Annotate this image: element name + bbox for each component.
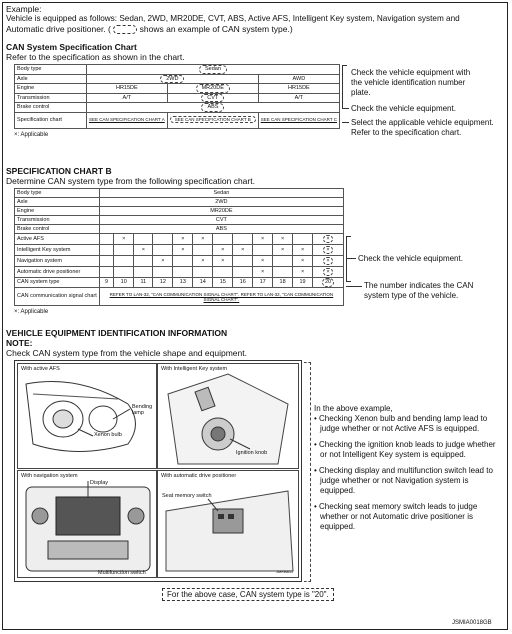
bracket-dashed bbox=[304, 362, 311, 582]
door-panel-illustration bbox=[158, 471, 299, 578]
equipment-cell bbox=[134, 234, 153, 245]
highlight-sedan: Sedan bbox=[199, 65, 227, 74]
can-type-cell: 14 bbox=[193, 278, 213, 288]
conclusion-box bbox=[162, 588, 334, 601]
cell-value: HR15DE bbox=[258, 84, 339, 94]
can-type-cell: 17 bbox=[253, 278, 273, 288]
equipment-cell: × bbox=[233, 245, 253, 256]
ignition-knob-illustration bbox=[158, 364, 299, 469]
row-label: Body type bbox=[15, 65, 87, 75]
side-bullet-3b: judge whether or not Navigation system is bbox=[320, 476, 469, 485]
note-check-vin-3: plate. bbox=[351, 88, 371, 97]
equipment-cell: × bbox=[114, 234, 134, 245]
spec-chart-a: SEE CAN SPECIFICATION CHART A bbox=[88, 116, 165, 122]
can-type-cell: 11 bbox=[134, 278, 153, 288]
spec-chart-c: SEE CAN SPECIFICATION CHART C bbox=[260, 116, 337, 122]
equipment-cell bbox=[99, 256, 113, 267]
side-bullet-1a-text: Checking Xenon bulb and bending lamp lead to bbox=[319, 414, 488, 423]
bending-lamp-label: Bending lamp bbox=[132, 404, 153, 416]
cell-value: Sedan bbox=[99, 189, 343, 198]
equipment-cell bbox=[213, 234, 233, 245]
figure-code: JSMIA0018GB bbox=[452, 620, 492, 626]
note-label: NOTE: bbox=[6, 338, 33, 348]
highlight-mark: × bbox=[323, 235, 332, 244]
can-type-cell: 19 bbox=[293, 278, 313, 288]
leader-line bbox=[342, 108, 349, 109]
equipment-cell bbox=[233, 234, 253, 245]
highlight-abs: ABS bbox=[201, 103, 224, 112]
note-select-2: Refer to the specification chart. bbox=[351, 128, 462, 137]
ikey-title: With Intelligent Key system bbox=[161, 366, 228, 372]
example-oval-icon bbox=[113, 25, 137, 34]
highlight-type-20: 20 bbox=[322, 278, 334, 287]
equipment-cell bbox=[99, 267, 113, 278]
cell-value: ABS bbox=[99, 225, 343, 234]
equipment-cell: × bbox=[273, 234, 293, 245]
chart-b-title: SPECIFICATION CHART B bbox=[6, 166, 112, 176]
equipment-cell: × bbox=[134, 245, 153, 256]
equipment-cell bbox=[313, 256, 344, 267]
display-label: Display bbox=[90, 480, 109, 486]
equipment-cell: × bbox=[193, 256, 213, 267]
highlight-mark: × bbox=[323, 257, 332, 266]
highlight-mark: × bbox=[323, 246, 332, 255]
equipment-cell bbox=[253, 245, 273, 256]
equipment-cell: × bbox=[253, 267, 273, 278]
can-type-cell: 9 bbox=[99, 278, 113, 288]
side-bullet-3a-text: Checking display and multifunction switch lead to bbox=[319, 466, 493, 475]
highlight-mark: × bbox=[323, 268, 332, 277]
equipment-cell: × bbox=[173, 245, 193, 256]
can-type-cell: 12 bbox=[153, 278, 173, 288]
nav-title: With navigation system bbox=[21, 473, 78, 479]
equipment-cell: × bbox=[253, 256, 273, 267]
equipment-cell bbox=[114, 256, 134, 267]
seat-memory-label: Seat memory switch bbox=[162, 493, 212, 499]
side-intro: In the above example, bbox=[314, 404, 393, 413]
cell-value: HR15DE bbox=[86, 84, 167, 94]
equipment-cell bbox=[114, 267, 134, 278]
can-spec-footnote: ×: Applicable bbox=[14, 132, 49, 138]
panel-active-afs bbox=[17, 363, 157, 469]
afs-title: With active AFS bbox=[21, 366, 60, 372]
intro-line-1: Vehicle is equipped as follows: Sedan, 2WD, MR20DE, CVT, ABS, Active AFS, Intelligent Key system, Navigation system and bbox=[6, 14, 460, 23]
equipment-cell: × bbox=[293, 256, 313, 267]
cell-value: AWD bbox=[258, 74, 339, 84]
bracket bbox=[342, 65, 347, 109]
highlight-2wd: 2WD bbox=[160, 75, 184, 84]
chart-b-subtitle: Determine CAN system type from the following specification chart. bbox=[6, 176, 255, 186]
equipment-cell bbox=[233, 256, 253, 267]
row-label: Active AFS bbox=[15, 234, 100, 245]
note-check-equipment-b: Check the vehicle equipment. bbox=[358, 254, 463, 263]
row-label: Brake control bbox=[15, 225, 100, 234]
chart-b-table bbox=[14, 188, 344, 306]
row-label: Transmission bbox=[15, 93, 87, 103]
cell-value: MR20DE bbox=[99, 207, 343, 216]
side-bullet-4a-text: Checking seat memory switch leads to judge bbox=[319, 502, 478, 511]
panel-navigation bbox=[17, 470, 157, 578]
note-select-1: Select the applicable vehicle equipment. bbox=[351, 118, 494, 127]
equipment-cell: × bbox=[153, 256, 173, 267]
can-type-cell: 16 bbox=[233, 278, 253, 288]
adp-title: With automatic drive positioner bbox=[161, 473, 237, 479]
equipment-cell bbox=[134, 267, 153, 278]
signal-chart-ref: REFER TO LAN-32, "CAN COMMUNICATION SIGNAL CHART". REFER TO LAN-32, "CAN COMMUNICATION SIGNAL CHART". bbox=[99, 288, 343, 306]
side-bullet-4b: whether or not Automatic drive positioner is bbox=[320, 512, 473, 521]
side-bullet-4a: • Checking seat memory switch leads to judge bbox=[314, 502, 478, 511]
chart-b-footnote: ×: Applicable bbox=[14, 309, 49, 315]
row-label: Axle bbox=[15, 198, 100, 207]
equipment-cell bbox=[193, 245, 213, 256]
note-type-number-2: system type of the vehicle. bbox=[364, 291, 459, 300]
highlight-mr20de: MR20DE bbox=[196, 84, 230, 93]
equipment-cell: × bbox=[193, 234, 213, 245]
panel-intelligent-key bbox=[157, 363, 299, 469]
can-type-cell bbox=[313, 278, 344, 288]
equipment-cell bbox=[99, 245, 113, 256]
equipment-cell: × bbox=[293, 267, 313, 278]
row-label: Body type bbox=[15, 189, 100, 198]
equipment-cell bbox=[273, 267, 293, 278]
row-label: Specification chart bbox=[15, 112, 87, 128]
equipment-cell bbox=[313, 234, 344, 245]
equipment-cell bbox=[313, 245, 344, 256]
equipment-cell: × bbox=[293, 245, 313, 256]
equipment-cell bbox=[173, 267, 193, 278]
cell-value: A/T bbox=[258, 93, 339, 103]
equipment-cell bbox=[114, 245, 134, 256]
equipment-cell bbox=[273, 256, 293, 267]
xenon-bulb-label: Xenon bulb bbox=[94, 432, 122, 438]
side-bullet-2a-text: Checking the ignition knob leads to judge whether bbox=[319, 440, 496, 449]
row-label: Engine bbox=[15, 84, 87, 94]
equipment-cell bbox=[99, 234, 113, 245]
cell-value: CVT bbox=[99, 216, 343, 225]
highlight-cvt: CVT bbox=[201, 94, 224, 103]
side-bullet-1b: judge whether or not Active AFS is equipped. bbox=[320, 424, 480, 433]
can-type-cell: 18 bbox=[273, 278, 293, 288]
note-check-vin-1: Check the vehicle equipment with bbox=[351, 68, 471, 77]
intro-line-2-post: shows an example of CAN system type.) bbox=[139, 24, 293, 34]
leader-line bbox=[342, 122, 349, 123]
highlight-spec-chart-b: SEE CAN SPECIFICATION CHART B bbox=[170, 116, 256, 123]
equipment-cell: × bbox=[213, 256, 233, 267]
side-bullet-1a: • Checking Xenon bulb and bending lamp lead to bbox=[314, 414, 488, 423]
row-label: Automatic drive positioner bbox=[15, 267, 100, 278]
vehicle-id-title: VEHICLE EQUIPMENT IDENTIFICATION INFORMATION bbox=[6, 328, 228, 338]
leader-line bbox=[346, 258, 356, 259]
note-type-number-1: The number indicates the CAN bbox=[364, 281, 474, 290]
side-bullet-4c: equipped. bbox=[320, 522, 356, 531]
intro-line-2-pre: Automatic drive positioner. ( bbox=[6, 24, 111, 34]
can-spec-table bbox=[14, 64, 340, 129]
bracket bbox=[346, 236, 351, 282]
note-check-equipment: Check the vehicle equipment. bbox=[351, 104, 456, 113]
panel-code: JMKB811 bbox=[276, 569, 294, 574]
note-check-vin-2: the vehicle identification number bbox=[351, 78, 466, 87]
arrow-line bbox=[346, 286, 362, 287]
multifunction-label: Multifunction switch bbox=[98, 570, 146, 576]
equipment-cell bbox=[153, 234, 173, 245]
equipment-cell bbox=[134, 256, 153, 267]
equipment-cell bbox=[173, 256, 193, 267]
note-text: Check CAN system type from the vehicle shape and equipment. bbox=[6, 348, 247, 358]
ignition-knob-label: Ignition knob bbox=[236, 450, 268, 456]
navigation-illustration bbox=[18, 471, 157, 578]
row-label: Intelligent Key system bbox=[15, 245, 100, 256]
side-bullet-2a: • Checking the ignition knob leads to judge whether bbox=[314, 440, 496, 449]
equipment-cell bbox=[233, 267, 253, 278]
equipment-cell bbox=[293, 234, 313, 245]
row-label: CAN system type bbox=[15, 278, 100, 288]
equipment-cell bbox=[313, 267, 344, 278]
row-label: Engine bbox=[15, 207, 100, 216]
equipment-cell bbox=[153, 245, 173, 256]
row-label: CAN communication signal chart bbox=[15, 288, 100, 306]
example-label: Example: bbox=[6, 4, 42, 14]
cell-value: A/T bbox=[86, 93, 167, 103]
can-spec-subtitle: Refer to the specification as shown in the chart. bbox=[6, 52, 185, 62]
equipment-cell bbox=[193, 267, 213, 278]
row-label: Navigation system bbox=[15, 256, 100, 267]
side-bullet-3c: equipped. bbox=[320, 486, 356, 495]
headlamp-illustration bbox=[18, 364, 157, 469]
side-bullet-3a: • Checking display and multifunction switch lead to bbox=[314, 466, 493, 475]
cell-value: 2WD bbox=[99, 198, 343, 207]
row-label: Axle bbox=[15, 74, 87, 84]
panel-auto-drive-positioner bbox=[157, 470, 299, 578]
row-label: Brake control bbox=[15, 103, 87, 113]
equipment-cell bbox=[153, 267, 173, 278]
equipment-cell: × bbox=[253, 234, 273, 245]
can-type-cell: 10 bbox=[114, 278, 134, 288]
side-bullet-2b: or not Intelligent Key system is equipped. bbox=[320, 450, 466, 459]
equipment-cell: × bbox=[273, 245, 293, 256]
conclusion-text: For the above case, CAN system type is "20". bbox=[167, 590, 329, 599]
row-label: Transmission bbox=[15, 216, 100, 225]
equipment-cell: × bbox=[173, 234, 193, 245]
intro-line-2 bbox=[6, 24, 293, 34]
can-type-cell: 15 bbox=[213, 278, 233, 288]
can-type-cell: 13 bbox=[173, 278, 193, 288]
equipment-cell: × bbox=[213, 245, 233, 256]
equipment-cell bbox=[213, 267, 233, 278]
can-spec-title: CAN System Specification Chart bbox=[6, 42, 137, 52]
